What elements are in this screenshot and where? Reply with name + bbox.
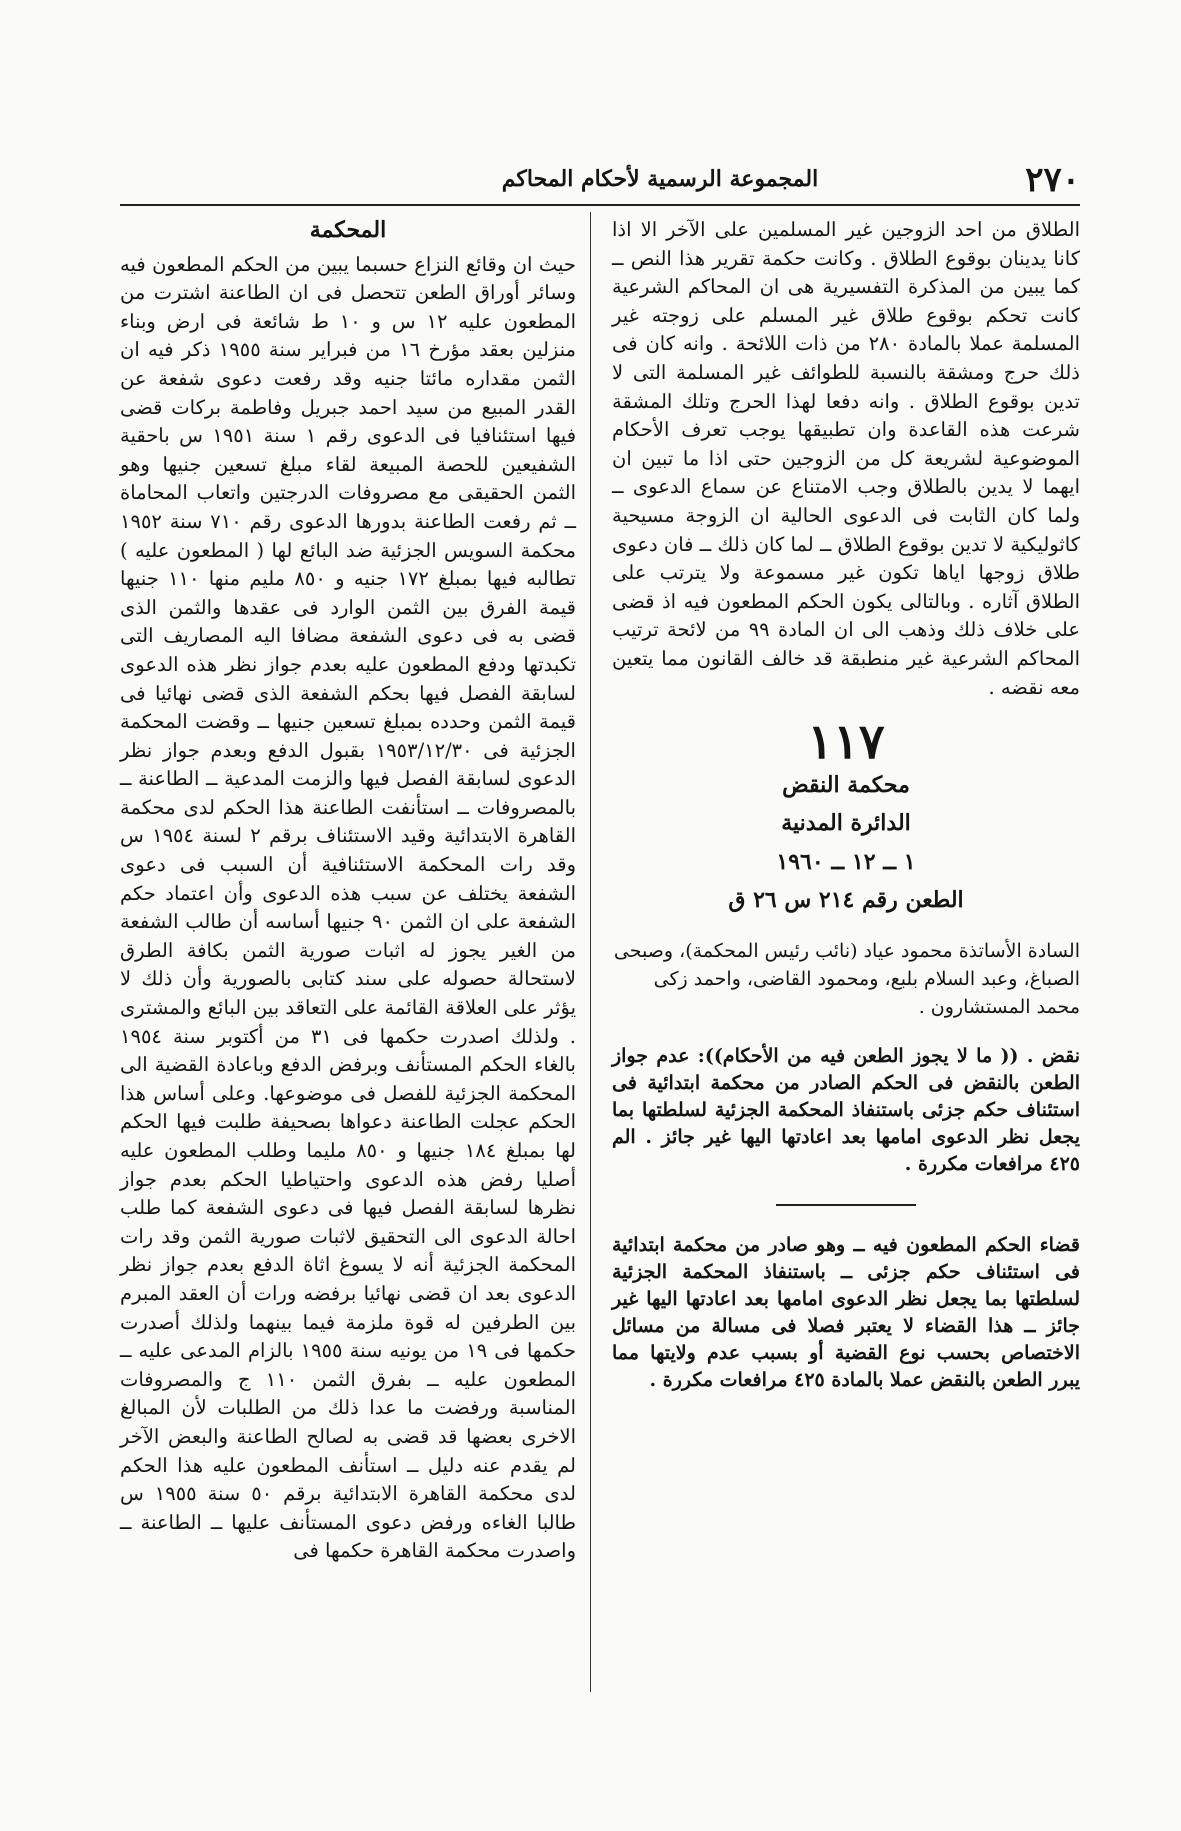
judges-list: السادة الأساتذة محمود عياد (نائب رئيس المحكمة)، وصبحى الصباغ، وعبد السلام بلبع، ومحمود القاضى، واحمد زكى محمد المستشارون .: [613, 940, 1080, 1019]
running-title: المجموعة الرسمية لأحكام المحاكم: [501, 166, 819, 192]
section-heading: المحكمة: [309, 217, 387, 243]
case-date: ١ ــ ١٢ ــ ١٩٦٠: [776, 848, 916, 875]
left-column: [120, 216, 576, 1566]
header-rule: [120, 204, 1080, 206]
opening-paragraph: الطلاق من احد الزوجين غير المسلمين على الآخر الا اذا كانا يدينان بوقوع الطلاق . وكانت حكمة تقرير هذا النص ــ كما يبين من المذكرة التفسيرية هى ان المحاكم الشرعية كانت تحكم بوقوع طلاق غير المسلم على زوجته غير المسلمة عملا بالمادة ٢٨٠ من ذات اللائحة . وانه كان فى ذلك حرج ومشقة بالنسبة للطوائف غير المسلمة التى لا تدين بوقوع الطلاق . وانه دفعا لهذا الحرج وتلك المشقة شرعت هذه القاعدة وان تطبيقها يوجب تعرف الأحكام الموضوعية لشريعة كل من الزوجين حتى اذا ما تبين ان ايهما لا يدين بالطلاق وجب الامتناع عن سماع الدعوى ــ ولما كان الثابت فى الدعوى الحالية ان الزوجة مسيحية كاثوليكية لا تدين بوقوع الطلاق ــ لما كان ذلك ــ فان دعوى طلاق زوجها اياها تكون غير مسموعة ولا يترتب على الطلاق آثاره . وبالتالى يكون الحكم المطعون فيه اذ قضى على خلاف ذلك وذهب الى ان المادة ٩٩ من لائحة ترتيب المحاكم الشرعية غير منطبقة قد خالف القانون مما يتعين معه نقضه .: [612, 218, 1081, 699]
page-number: ٢٧٠: [1025, 160, 1080, 200]
legal-summary-1: نقض . (( ما لا يجوز الطعن فيه من الأحكام)): عدم جواز الطعن بالنقض فى الحكم الصادر من محكمة ابتدائية فى استئناف حكم جزئى باستنفاذ المحكمة الجزئية لسلطتها بما يجعل نظر الدعوى امامها بعد اعادتها اليها غير جائز . الم ٤٢٥ مرافعات مكررة .: [612, 1045, 1080, 1176]
case-block: [612, 714, 1080, 915]
case-court: محكمة النقض: [782, 771, 910, 798]
case-circuit: الدائرة المدنية: [781, 810, 911, 837]
case-number: ١١٧: [807, 714, 885, 771]
legal-summary-2: قضاء الحكم المطعون فيه ــ وهو صادر من محكمة ابتدائية فى استئناف حكم جزئى ــ باستنفاذ المحكمة الجزئية لسلطتها بما يجعل نظر الدعوى امامها بعد اعادتها اليها غير جائز ــ هذا القضاء لا يعتبر فصلا فى مسالة من مسائل الاختصاص بحسب نوع القضية أو بسبب عدم ولايتها مما يبرر الطعن بالنقض عملا بالمادة ٤٢٥ مرافعات مكررة .: [612, 1234, 1080, 1392]
column-divider: [590, 212, 591, 1692]
page-header: [120, 160, 1080, 200]
case-reference: الطعن رقم ٢١٤ س ٢٦ ق: [728, 887, 964, 914]
judgment-body: حيث ان وقائع النزاع حسبما يبين من الحكم المطعون فيه وسائر أوراق الطعن تتحصل فى ان الطاعنة اشترت من المطعون عليه ١٢ س و ١٠ ط شائعة فى ارض وبناء منزلين بعقد مؤرخ ١٦ من فبراير سنة ١٩٥٥ ذكر فيه ان الثمن مقداره مائتا جنيه وقد رفعت دعوى شفعة عن القدر المبيع من سيد احمد جبريل وفاطمة بركات قضى فيها استئنافيا فى الدعوى رقم ١ سنة ١٩٥١ س باحقية الشفيعين للحصة المبيعة لقاء مبلغ تسعين جنيها وهو الثمن الحقيقى مع مصروفات الدرجتين واتعاب المحاماة ــ ثم رفعت الطاعنة بدورها الدعوى رقم ٧١٠ سنة ١٩٥٢ محكمة السويس الجزئية ضد البائع لها ( المطعون عليه ) تطالبه فيها بمبلغ ١٧٢ جنيه و ٨٥٠ مليم منها ١١٠ جنيها قيمة الفرق بين الثمن الوارد فى عقدها والثمن الذى قضى به فى دعوى الشفعة مضافا اليه المصاريف التى تكبدتها ودفع المطعون عليه بعدم جواز نظر هذه الدعوى لسابقة الفصل فيها بحكم الشفعة الذى قضى نهائيا فى قيمة الثمن وحدده بمبلغ تسعين جنيها ــ وقضت المحكمة الجزئية فى ١٩٥٣/١٢/٣٠ بقبول الدفع وبعدم جواز نظر الدعوى لسابقة الفصل فيها والزمت المدعية ــ الطاعنة ــ بالمصروفات ــ استأنفت الطاعنة هذا الحكم لدى محكمة القاهرة الابتدائية وقيد الاستئناف برقم ٢ لسنة ١٩٥٤ س وقد رات المحكمة الاستئنافية أن السبب فى دعوى الشفعة يختلف عن سبب هذه الدعوى وأن اعتماد حكم الشفعة على ان الثمن ٩٠ جنيها أساسه أن طالب الشفعة من الغير يجوز له اثبات صورية الثمن بكافة الطرق لاستحالة حصوله على سند كتابى بالصورية وأن ذلك لا يؤثر على العلاقة القائمة على التعاقد بين البائع والمشترى . ولذلك اصدرت حكمها فى ٣١ من أكتوبر سنة ١٩٥٤ بالغاء الحكم المستأنف وبرفض الدفع وباعادة القضية الى المحكمة الجزئية للفصل فى موضوعها. وعلى أساس هذا الحكم عجلت الطاعنة دعواها بصحيفة طلبت فيها الحكم لها بمبلغ ١٨٤ جنيها و ٨٥٠ مليما وطلب المطعون عليه أصليا رفض هذه الدعوى واحتياطيا الحكم بعدم جواز نظرها لسابقة الفصل فيها فى دعوى الشفعة كما طلب احالة الدعوى الى التحقيق لاثبات صورية الثمن وقد رات المحكمة الجزئية أنه لا يسوغ اثاة الدفع بعدم جواز نظر الدعوى بعد ان قضى نهائيا برفضه ورات أن العقد المبرم بين الطرفين له قوة ملزمة فيما بينهما ولذلك أصدرت حكمها فى ١٩ من يونيه سنة ١٩٥٥ بالزام المدعى عليه ــ المطعون عليه ــ بفرق الثمن ١١٠ ج والمصروفات المناسبة ورفضت ما عدا ذلك من الطلبات لأن المبالغ الاخرى بعضها قد قضى به لصالح الطاعنة والبعض الآخر لم يقدم عنه دليل ــ استأنف المطعون عليه هذا الحكم لدى محكمة القاهرة الابتدائية برقم ٥٠ سنة ١٩٥٥ س طالبا الغاءه ورفض دعوى المستأنف عليها ــ الطاعنة ــ واصدرت محكمة القاهرة حكمها فى: [120, 252, 577, 1563]
right-column: [612, 216, 1080, 1394]
summary-divider: [776, 1204, 916, 1206]
